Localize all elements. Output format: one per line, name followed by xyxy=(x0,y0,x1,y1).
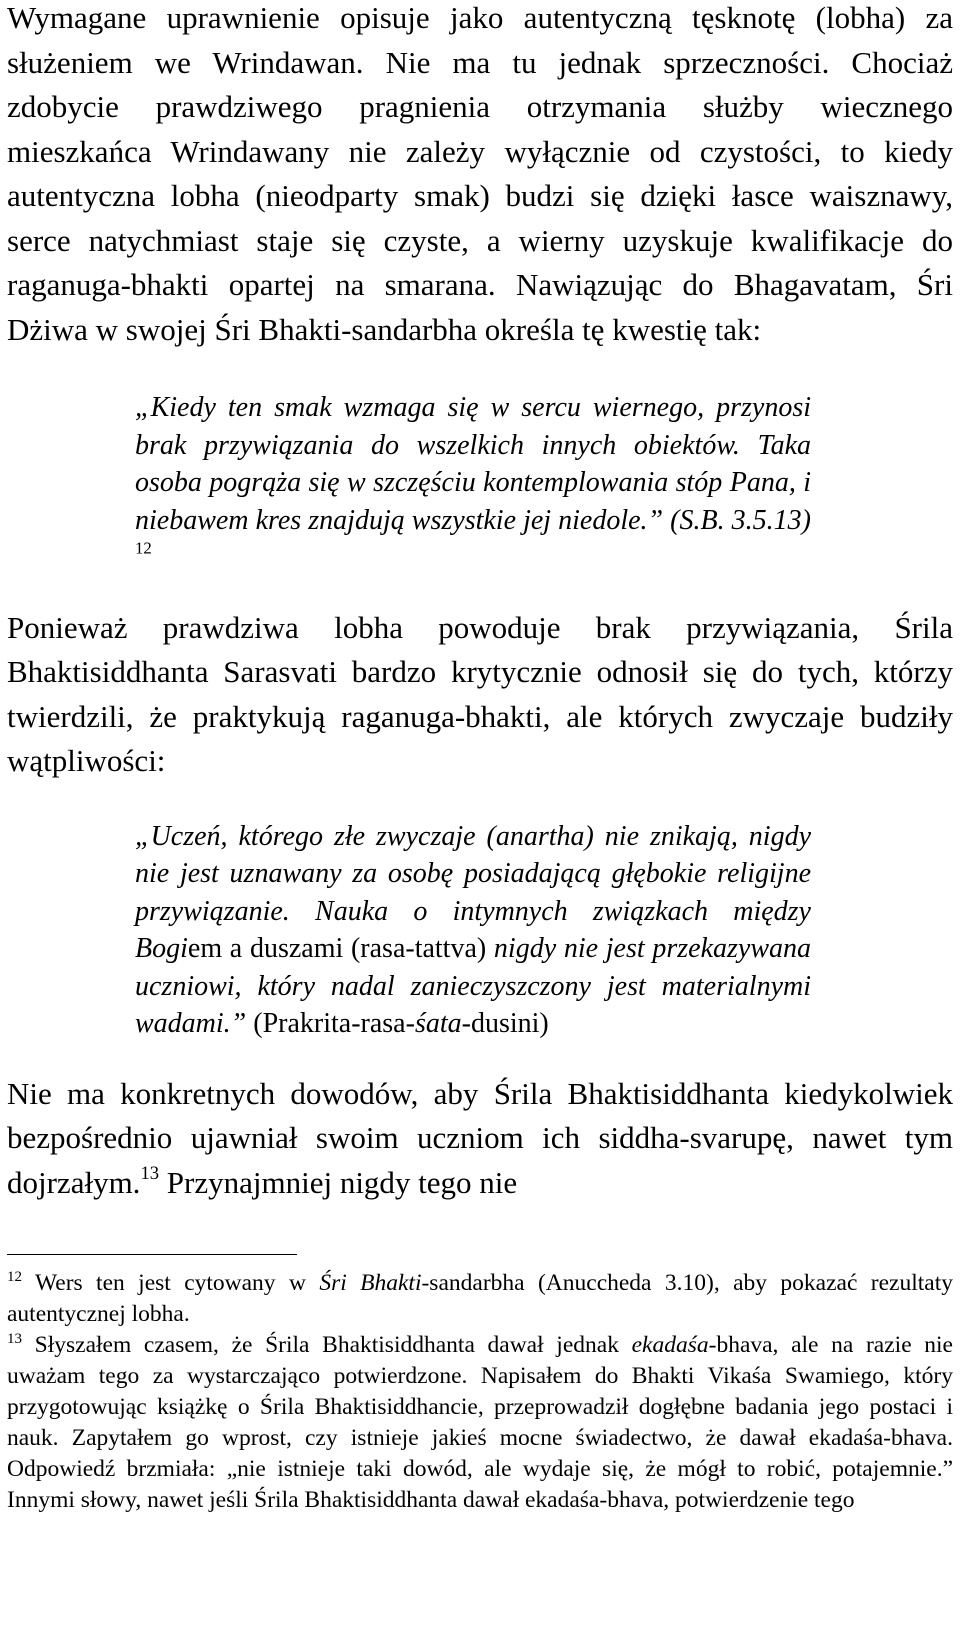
footnotes-section xyxy=(7,1268,953,1516)
footnote-12 xyxy=(7,1268,953,1330)
footnote-text-italic: ekadaśa xyxy=(631,1332,709,1358)
paragraph-3-text-before: Nie ma konkretnych dowodów, aby Śrila Bhaktisiddhanta kiedykolwiek bezpośrednio ujawniał swoim uczniom ich siddha-svarupę, nawet tym dojrzałym. xyxy=(7,1075,953,1200)
footnote-text-italic: Śri Bhakti xyxy=(319,1270,422,1296)
quote-2-text-plain: em a duszami (rasa-tattva) xyxy=(187,933,487,964)
footnote-text: Słyszałem czasem, że Śrila Bhaktisiddhanta dawał jednak xyxy=(22,1332,632,1358)
block-quote-2 xyxy=(135,818,811,1043)
footnote-ref-13[interactable]: 13 xyxy=(140,1162,160,1184)
quote-2-source-b: śata xyxy=(414,1008,462,1039)
quote-2-source-c: -dusini) xyxy=(461,1008,549,1039)
quote-2-source xyxy=(253,1008,548,1039)
footnote-text: Wers ten jest cytowany w xyxy=(22,1270,320,1296)
body-paragraph-1: Wymagane uprawnienie opisuje jako autentyczną tęsknotę (lobha) za służeniem we Wrindawan. Nie ma tu jednak sprzeczności. Chociaż zdobycie prawdziwego pragnienia otrzymania służby wiecznego mieszkańca Wrindawany nie zależy wyłącznie od czystości, to kiedy autentyczna lobha (nieodparty smak) budzi się dzięki łasce waisznawy, serce natychmiast staje się czyste, a wierny uzyskuje kwalifikacje do raganuga-bhakti opartej na smarana. Nawiązując do Bhagavatam, Śri Dżiwa w swojej Śri Bhakti-sandarbha określa tę kwestię tak: xyxy=(7,0,953,347)
quote-1-text: „Kiedy ten smak wzmaga się w sercu wiernego, przynosi brak przywiązania do wszelkich innych obiektów. Taka osoba pogrąża się w szczęściu kontemplowania stóp Pana, i niebawem kres znajdują wszystkie jej niedole.” (S.B. 3.5.13) xyxy=(135,392,811,536)
footnote-number: 12 xyxy=(7,1269,22,1285)
body-paragraph-3 xyxy=(7,1072,953,1206)
footnote-separator xyxy=(7,1254,297,1255)
footnote-text: -sandarbha (Anuccheda 3.10), aby pokazać rezultaty autentycznej lobha. xyxy=(7,1270,953,1327)
footnote-ref-12[interactable]: 12 xyxy=(135,538,152,558)
body-paragraph-2: Ponieważ prawdziwa lobha powoduje brak przywiązania, Śrila Bhaktisiddhanta Sarasvati bardzo krytycznie odnosił się do tych, którzy twierdzili, że praktykują raganuga-bhakti, ale których zwyczaje budziły wątpliwości: xyxy=(7,609,953,778)
footnote-text: -bhava, ale na razie nie uważam tego za wystarczająco potwierdzone. Napisałem do Bhakti Vikaśa Swamiego, który przygotowując książkę o Śrila Bhaktisiddhancie, przeprowadził dogłębne badania jego postaci i nauk. Zapytałem go wprost, czy istnieje jakieś mocne świadectwo, że dawał ekadaśa-bhava. Odpowiedź brzmiała: „nie istnieje taki dowód, ale wydaje się, że mógł to robić, potajemnie.” Innymi słowy, nawet jeśli Śrila Bhaktisiddhanta dawał ekadaśa-bhava, potwierdzenie tego xyxy=(7,1332,953,1513)
document-page xyxy=(7,0,953,1516)
quote-2-text-italic: „Uczeń, którego złe zwyczaje (anartha) nie znikają, nigdy nie jest uznawany za osobę posiadającą głębokie religijne przywiązanie. Nauka o intymnych związkach między Bogi xyxy=(135,820,811,964)
footnote-number: 13 xyxy=(7,1331,22,1347)
quote-2-source-a: (Prakrita-rasa- xyxy=(253,1008,415,1039)
footnote-13 xyxy=(7,1330,953,1516)
quote-2-text-italic-end: nigdy nie jest przekazywana uczniowi, który nadal zanieczyszczony jest materialnymi wadami.” xyxy=(135,933,812,1039)
paragraph-3-text-after: Przynajmniej nigdy tego nie xyxy=(159,1164,518,1200)
block-quote-1 xyxy=(135,389,811,577)
